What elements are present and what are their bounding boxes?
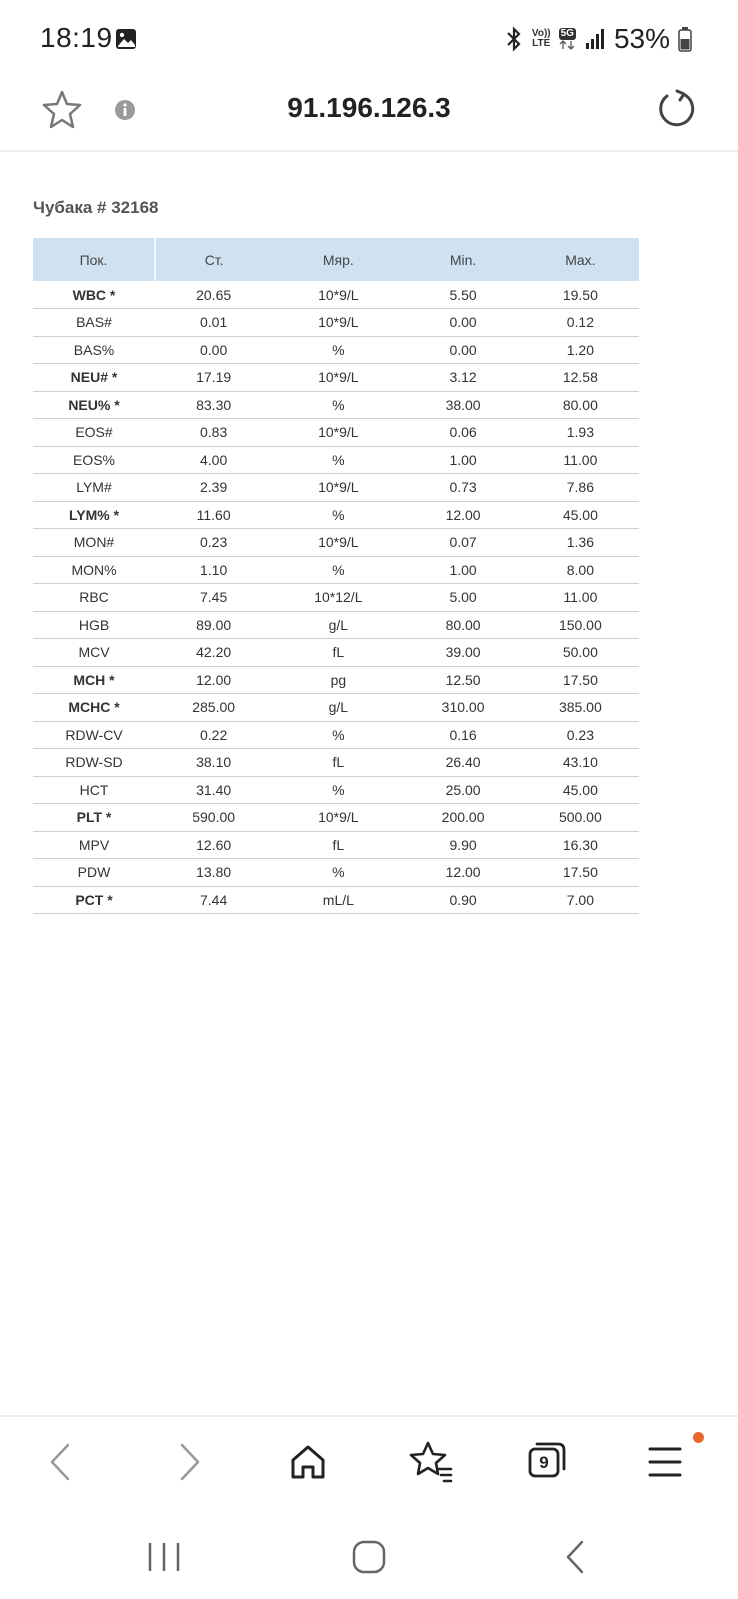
value-cell: 0.00 <box>155 336 272 364</box>
max-cell: 45.00 <box>522 776 639 804</box>
parameter-cell: PLT * <box>33 804 155 832</box>
unit-cell: 10*12/L <box>272 584 404 612</box>
forward-icon[interactable] <box>166 1439 212 1485</box>
unit-cell: fL <box>272 749 404 777</box>
min-cell: 26.40 <box>404 749 521 777</box>
system-home-icon[interactable] <box>349 1537 389 1577</box>
unit-cell: pg <box>272 666 404 694</box>
unit-cell: % <box>272 391 404 419</box>
max-cell: 385.00 <box>522 694 639 722</box>
value-cell: 0.83 <box>155 419 272 447</box>
unit-cell: 10*9/L <box>272 419 404 447</box>
parameter-cell: WBC * <box>33 281 155 309</box>
signal-icon <box>584 28 606 50</box>
min-cell: 3.12 <box>404 364 521 392</box>
parameter-cell: EOS% <box>33 446 155 474</box>
max-cell: 16.30 <box>522 831 639 859</box>
parameter-cell: MCH * <box>33 666 155 694</box>
value-cell: 20.65 <box>155 281 272 309</box>
parameter-cell: MON% <box>33 556 155 584</box>
min-cell: 0.73 <box>404 474 521 502</box>
min-cell: 12.00 <box>404 859 521 887</box>
unit-cell: 10*9/L <box>272 804 404 832</box>
max-cell: 43.10 <box>522 749 639 777</box>
back-icon[interactable] <box>40 1439 86 1485</box>
unit-cell: % <box>272 556 404 584</box>
max-cell: 150.00 <box>522 611 639 639</box>
gallery-icon <box>115 28 137 50</box>
min-cell: 39.00 <box>404 639 521 667</box>
min-cell: 9.90 <box>404 831 521 859</box>
value-cell: 31.40 <box>155 776 272 804</box>
value-cell: 7.44 <box>155 886 272 914</box>
value-cell: 285.00 <box>155 694 272 722</box>
parameter-cell: HGB <box>33 611 155 639</box>
unit-cell: % <box>272 446 404 474</box>
url-bar <box>0 78 738 152</box>
min-cell: 200.00 <box>404 804 521 832</box>
min-cell: 12.50 <box>404 666 521 694</box>
min-cell: 310.00 <box>404 694 521 722</box>
menu-notification-dot <box>693 1432 704 1443</box>
home-icon[interactable] <box>285 1439 331 1485</box>
parameter-cell: MON# <box>33 529 155 557</box>
recent-apps-icon[interactable] <box>144 1537 184 1577</box>
unit-cell: % <box>272 859 404 887</box>
value-cell: 11.60 <box>155 501 272 529</box>
value-cell: 0.22 <box>155 721 272 749</box>
table-row <box>33 419 639 447</box>
table-row <box>33 529 639 557</box>
parameter-cell: BAS# <box>33 309 155 337</box>
unit-cell: fL <box>272 831 404 859</box>
min-cell: 5.50 <box>404 281 521 309</box>
value-cell: 83.30 <box>155 391 272 419</box>
min-cell: 1.00 <box>404 556 521 584</box>
table-row <box>33 364 639 392</box>
table-row <box>33 556 639 584</box>
table-row <box>33 474 639 502</box>
parameter-cell: PDW <box>33 859 155 887</box>
menu-icon[interactable] <box>643 1439 689 1485</box>
value-cell: 0.23 <box>155 529 272 557</box>
value-cell: 42.20 <box>155 639 272 667</box>
battery-icon <box>678 26 692 52</box>
min-cell: 0.90 <box>404 886 521 914</box>
value-cell: 12.00 <box>155 666 272 694</box>
parameter-cell: RDW-CV <box>33 721 155 749</box>
data-arrows-icon <box>559 40 575 50</box>
table-row <box>33 721 639 749</box>
status-icons <box>504 22 692 56</box>
browser-toolbar <box>0 1415 738 1511</box>
max-cell: 12.58 <box>522 364 639 392</box>
max-cell: 17.50 <box>522 666 639 694</box>
min-cell: 0.00 <box>404 336 521 364</box>
max-cell: 11.00 <box>522 584 639 612</box>
max-cell: 1.20 <box>522 336 639 364</box>
value-cell: 38.10 <box>155 749 272 777</box>
min-cell: 80.00 <box>404 611 521 639</box>
bluetooth-icon <box>504 26 524 52</box>
min-cell: 25.00 <box>404 776 521 804</box>
max-cell: 45.00 <box>522 501 639 529</box>
header-cell: Мяр. <box>272 238 404 281</box>
min-cell: 12.00 <box>404 501 521 529</box>
parameter-cell: LYM# <box>33 474 155 502</box>
parameter-cell: MCV <box>33 639 155 667</box>
volte-icon: Vo)) LTE <box>531 28 551 49</box>
table-row <box>33 776 639 804</box>
max-cell: 19.50 <box>522 281 639 309</box>
table-row <box>33 859 639 887</box>
value-cell: 1.10 <box>155 556 272 584</box>
parameter-cell: RDW-SD <box>33 749 155 777</box>
table-row <box>33 391 639 419</box>
unit-cell: % <box>272 721 404 749</box>
system-navigation <box>0 1511 738 1599</box>
value-cell: 13.80 <box>155 859 272 887</box>
results-table <box>33 238 639 914</box>
value-cell: 590.00 <box>155 804 272 832</box>
table-row <box>33 886 639 914</box>
status-bar <box>0 0 738 78</box>
table-row <box>33 694 639 722</box>
reload-icon[interactable] <box>655 88 697 130</box>
unit-cell: % <box>272 336 404 364</box>
status-time: 18:19 <box>40 22 113 53</box>
max-cell: 0.12 <box>522 309 639 337</box>
table-row <box>33 666 639 694</box>
unit-cell: fL <box>272 639 404 667</box>
table-row <box>33 309 639 337</box>
max-cell: 7.86 <box>522 474 639 502</box>
value-cell: 89.00 <box>155 611 272 639</box>
min-cell: 5.00 <box>404 584 521 612</box>
max-cell: 0.23 <box>522 721 639 749</box>
parameter-cell: LYM% * <box>33 501 155 529</box>
parameter-cell: RBC <box>33 584 155 612</box>
table-row <box>33 584 639 612</box>
max-cell: 500.00 <box>522 804 639 832</box>
unit-cell: 10*9/L <box>272 474 404 502</box>
value-cell: 7.45 <box>155 584 272 612</box>
table-row <box>33 336 639 364</box>
unit-cell: g/L <box>272 694 404 722</box>
max-cell: 80.00 <box>522 391 639 419</box>
table-row <box>33 446 639 474</box>
unit-cell: 10*9/L <box>272 529 404 557</box>
parameter-cell: MCHC * <box>33 694 155 722</box>
min-cell: 0.07 <box>404 529 521 557</box>
url-text[interactable]: 91.196.126.3 <box>287 92 451 123</box>
system-back-icon[interactable] <box>556 1537 596 1577</box>
header-cell: Max. <box>522 238 639 281</box>
5g-icon: 5G <box>559 28 576 50</box>
header-cell: Min. <box>404 238 521 281</box>
header-cell: Пок. <box>33 238 155 281</box>
table-row <box>33 501 639 529</box>
parameter-cell: EOS# <box>33 419 155 447</box>
max-cell: 8.00 <box>522 556 639 584</box>
max-cell: 1.36 <box>522 529 639 557</box>
unit-cell: % <box>272 776 404 804</box>
parameter-cell: MPV <box>33 831 155 859</box>
value-cell: 17.19 <box>155 364 272 392</box>
value-cell: 4.00 <box>155 446 272 474</box>
table-row <box>33 831 639 859</box>
value-cell: 2.39 <box>155 474 272 502</box>
battery-percent: 53% <box>613 23 670 54</box>
table-row <box>33 749 639 777</box>
parameter-cell: PCT * <box>33 886 155 914</box>
min-cell: 0.00 <box>404 309 521 337</box>
tabs-count: 9 <box>539 1453 549 1472</box>
max-cell: 50.00 <box>522 639 639 667</box>
bookmarks-icon[interactable] <box>408 1439 454 1485</box>
header-cell: Ст. <box>155 238 272 281</box>
page-title: Чубака # 32168 <box>33 198 159 217</box>
unit-cell: g/L <box>272 611 404 639</box>
unit-cell: 10*9/L <box>272 309 404 337</box>
max-cell: 7.00 <box>522 886 639 914</box>
max-cell: 11.00 <box>522 446 639 474</box>
max-cell: 1.93 <box>522 419 639 447</box>
parameter-cell: HCT <box>33 776 155 804</box>
tabs-button[interactable] <box>527 1439 573 1485</box>
parameter-cell: NEU% * <box>33 391 155 419</box>
parameter-cell: BAS% <box>33 336 155 364</box>
unit-cell: 10*9/L <box>272 281 404 309</box>
unit-cell: 10*9/L <box>272 364 404 392</box>
table-row <box>33 639 639 667</box>
min-cell: 0.06 <box>404 419 521 447</box>
unit-cell: % <box>272 501 404 529</box>
value-cell: 0.01 <box>155 309 272 337</box>
table-row <box>33 281 639 309</box>
results-body <box>33 281 639 914</box>
table-header-row <box>33 238 639 281</box>
value-cell: 12.60 <box>155 831 272 859</box>
min-cell: 1.00 <box>404 446 521 474</box>
min-cell: 38.00 <box>404 391 521 419</box>
max-cell: 17.50 <box>522 859 639 887</box>
table-row <box>33 804 639 832</box>
unit-cell: mL/L <box>272 886 404 914</box>
min-cell: 0.16 <box>404 721 521 749</box>
table-row <box>33 611 639 639</box>
parameter-cell: NEU# * <box>33 364 155 392</box>
